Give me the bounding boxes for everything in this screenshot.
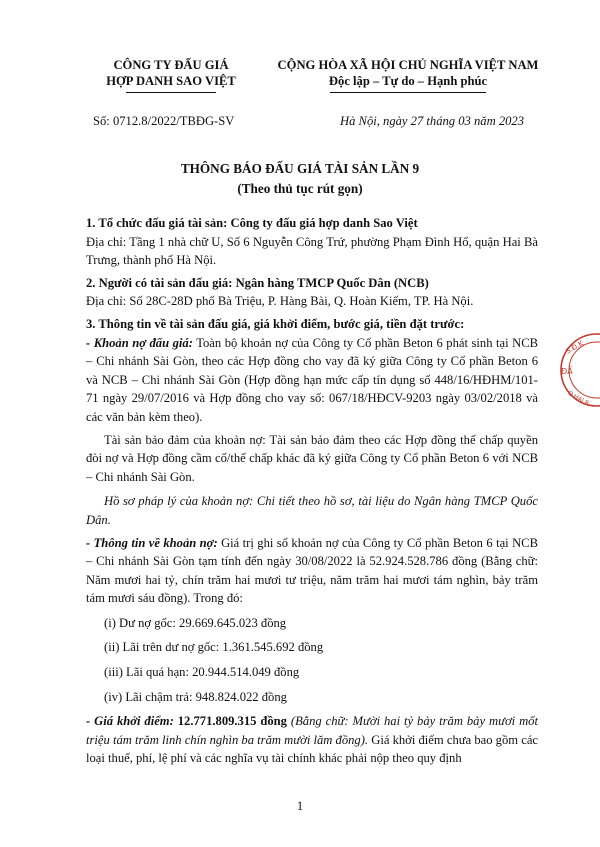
collateral-paragraph: Tài sản bảo đảm của khoản nợ: Tài sản bảo đảm theo các Hợp đồng thế chấp quyền đòi nợ và Hợp đồng cầm cố/thế chấp khác đã ký giữa Công ty Cổ phần Beton 6 với NCB – Chi nhánh Sài Gòn. (86, 432, 538, 484)
svg-text:ĐẤ: ĐẤ (561, 367, 573, 376)
starting-price-words: (Bằng chữ: Mười hai tỷ bảy trăm bảy mươi mốt triệu tám trăm linh chín nghìn ba trăm mười lăm đồng). (86, 714, 538, 747)
national-header (258, 57, 558, 89)
document-body (86, 214, 538, 768)
nation-line1: CỘNG HÒA XÃ HỘI CHỦ NGHĨA VIỆT NAM (277, 58, 539, 72)
starting-price-paragraph (86, 712, 538, 768)
debt-text: Toàn bộ khoản nợ của Công ty Cổ phần Beton 6 phát sinh tại NCB – Chi nhánh Sài Gòn, theo các Hợp đồng cho vay đã ký giữa Công ty Cổ phần Beton 6 và NCB – Chi nhánh Sài Gòn (Hợp đồng hạn mức cấp tín dụng số 448/16/HĐHM/101-71 ngày 29/07/2016 và Hợp đồng cho vay số: 067/18/HĐCV-9203 ngày 03/02/2018 và các văn bản kèm theo). (86, 335, 538, 424)
document-date: Hà Nội, ngày 27 tháng 03 năm 2023 (340, 114, 525, 128)
stamp-seal-icon (557, 330, 600, 410)
debt-label: - Khoản nợ đấu giá: (86, 335, 193, 350)
section-2-address: Địa chỉ: Số 28C-28D phố Bà Triệu, P. Hàng Bài, Q. Hoàn Kiếm, TP. Hà Nội. (86, 294, 474, 309)
debt-info-label: - Thông tin về khoản nợ: (86, 535, 218, 550)
svg-text:Q.HAI B: Q.HAI B (566, 389, 590, 408)
list-item: (iii) Lãi quá hạn: 20.944.514.049 đồng (104, 665, 300, 680)
starting-price-label: - Giá khởi điểm: (86, 714, 174, 729)
list-item: (ii) Lãi trên dư nợ gốc: 1.361.545.692 đồng (104, 640, 324, 655)
list-item: (i) Dư nợ gốc: 29.669.645.023 đồng (104, 615, 287, 630)
org-underline (126, 92, 216, 93)
debt-paragraph (86, 334, 538, 427)
section-1-address: Địa chỉ: Tầng 1 nhà chữ U, Số 6 Nguyễn Công Trứ, phường Phạm Đình Hổ, quận Hai Bà Trưng, thành phố Hà Nội. (86, 234, 538, 268)
document-subtitle: (Theo thủ tục rút gọn) (237, 181, 363, 196)
organization-header (96, 57, 246, 89)
document-number: Số: 0712.8/2022/TBĐG-SV (93, 114, 235, 128)
org-name-line2: HỢP DANH SAO VIỆT (106, 74, 236, 88)
legal-docs-paragraph: Hồ sơ pháp lý của khoản nợ: Chi tiết theo hồ sơ, tài liệu do Ngân hàng TMCP Quốc Dân. (86, 494, 538, 527)
section-1-heading: 1. Tổ chức đấu giá tài sản: Công ty đấu giá hợp danh Sao Việt (86, 216, 418, 230)
debt-info-text: Giá trị ghi sổ khoản nợ của Công ty Cổ phần Beton 6 tại NCB – Chi nhánh Sài Gòn tạm tính đến ngày 30/08/2022 là 52.924.528.786 đồng (Bằng chữ: Năm mươi hai tỷ, chín trăm hai mươi tư triệu, năm trăm hai mươi tám nghìn, bảy trăm tám mươi sáu đồng). Trong đó: (86, 535, 538, 606)
debt-info-paragraph (86, 534, 538, 608)
motto-underline (330, 92, 486, 93)
motto: Độc lập – Tự do – Hạnh phúc (328, 74, 488, 88)
document-title: THÔNG BÁO ĐẤU GIÁ TÀI SẢN LẦN 9 (180, 161, 420, 176)
section-2-heading: 2. Người có tài sản đấu giá: Ngân hàng TMCP Quốc Dân (NCB) (86, 275, 429, 290)
org-name-line1: CÔNG TY ĐẤU GIÁ (113, 58, 229, 72)
starting-price-value: 12.771.809.315 đồng (173, 714, 287, 729)
svg-text:S.Đ.K: S.Đ.K (564, 339, 585, 356)
section-3-heading: 3. Thông tin về tài sản đấu giá, giá khởi điểm, bước giá, tiền đặt trước: (86, 316, 465, 331)
page-number: 1 (296, 799, 304, 813)
starting-price-tail: Giá khởi điểm chưa bao gồm các loại thuế, phí, lệ phí và các nghĩa vụ tài chính khác phải nộp theo quy định (86, 732, 538, 766)
list-item: (iv) Lãi chậm trả: 948.824.022 đồng (104, 689, 287, 704)
